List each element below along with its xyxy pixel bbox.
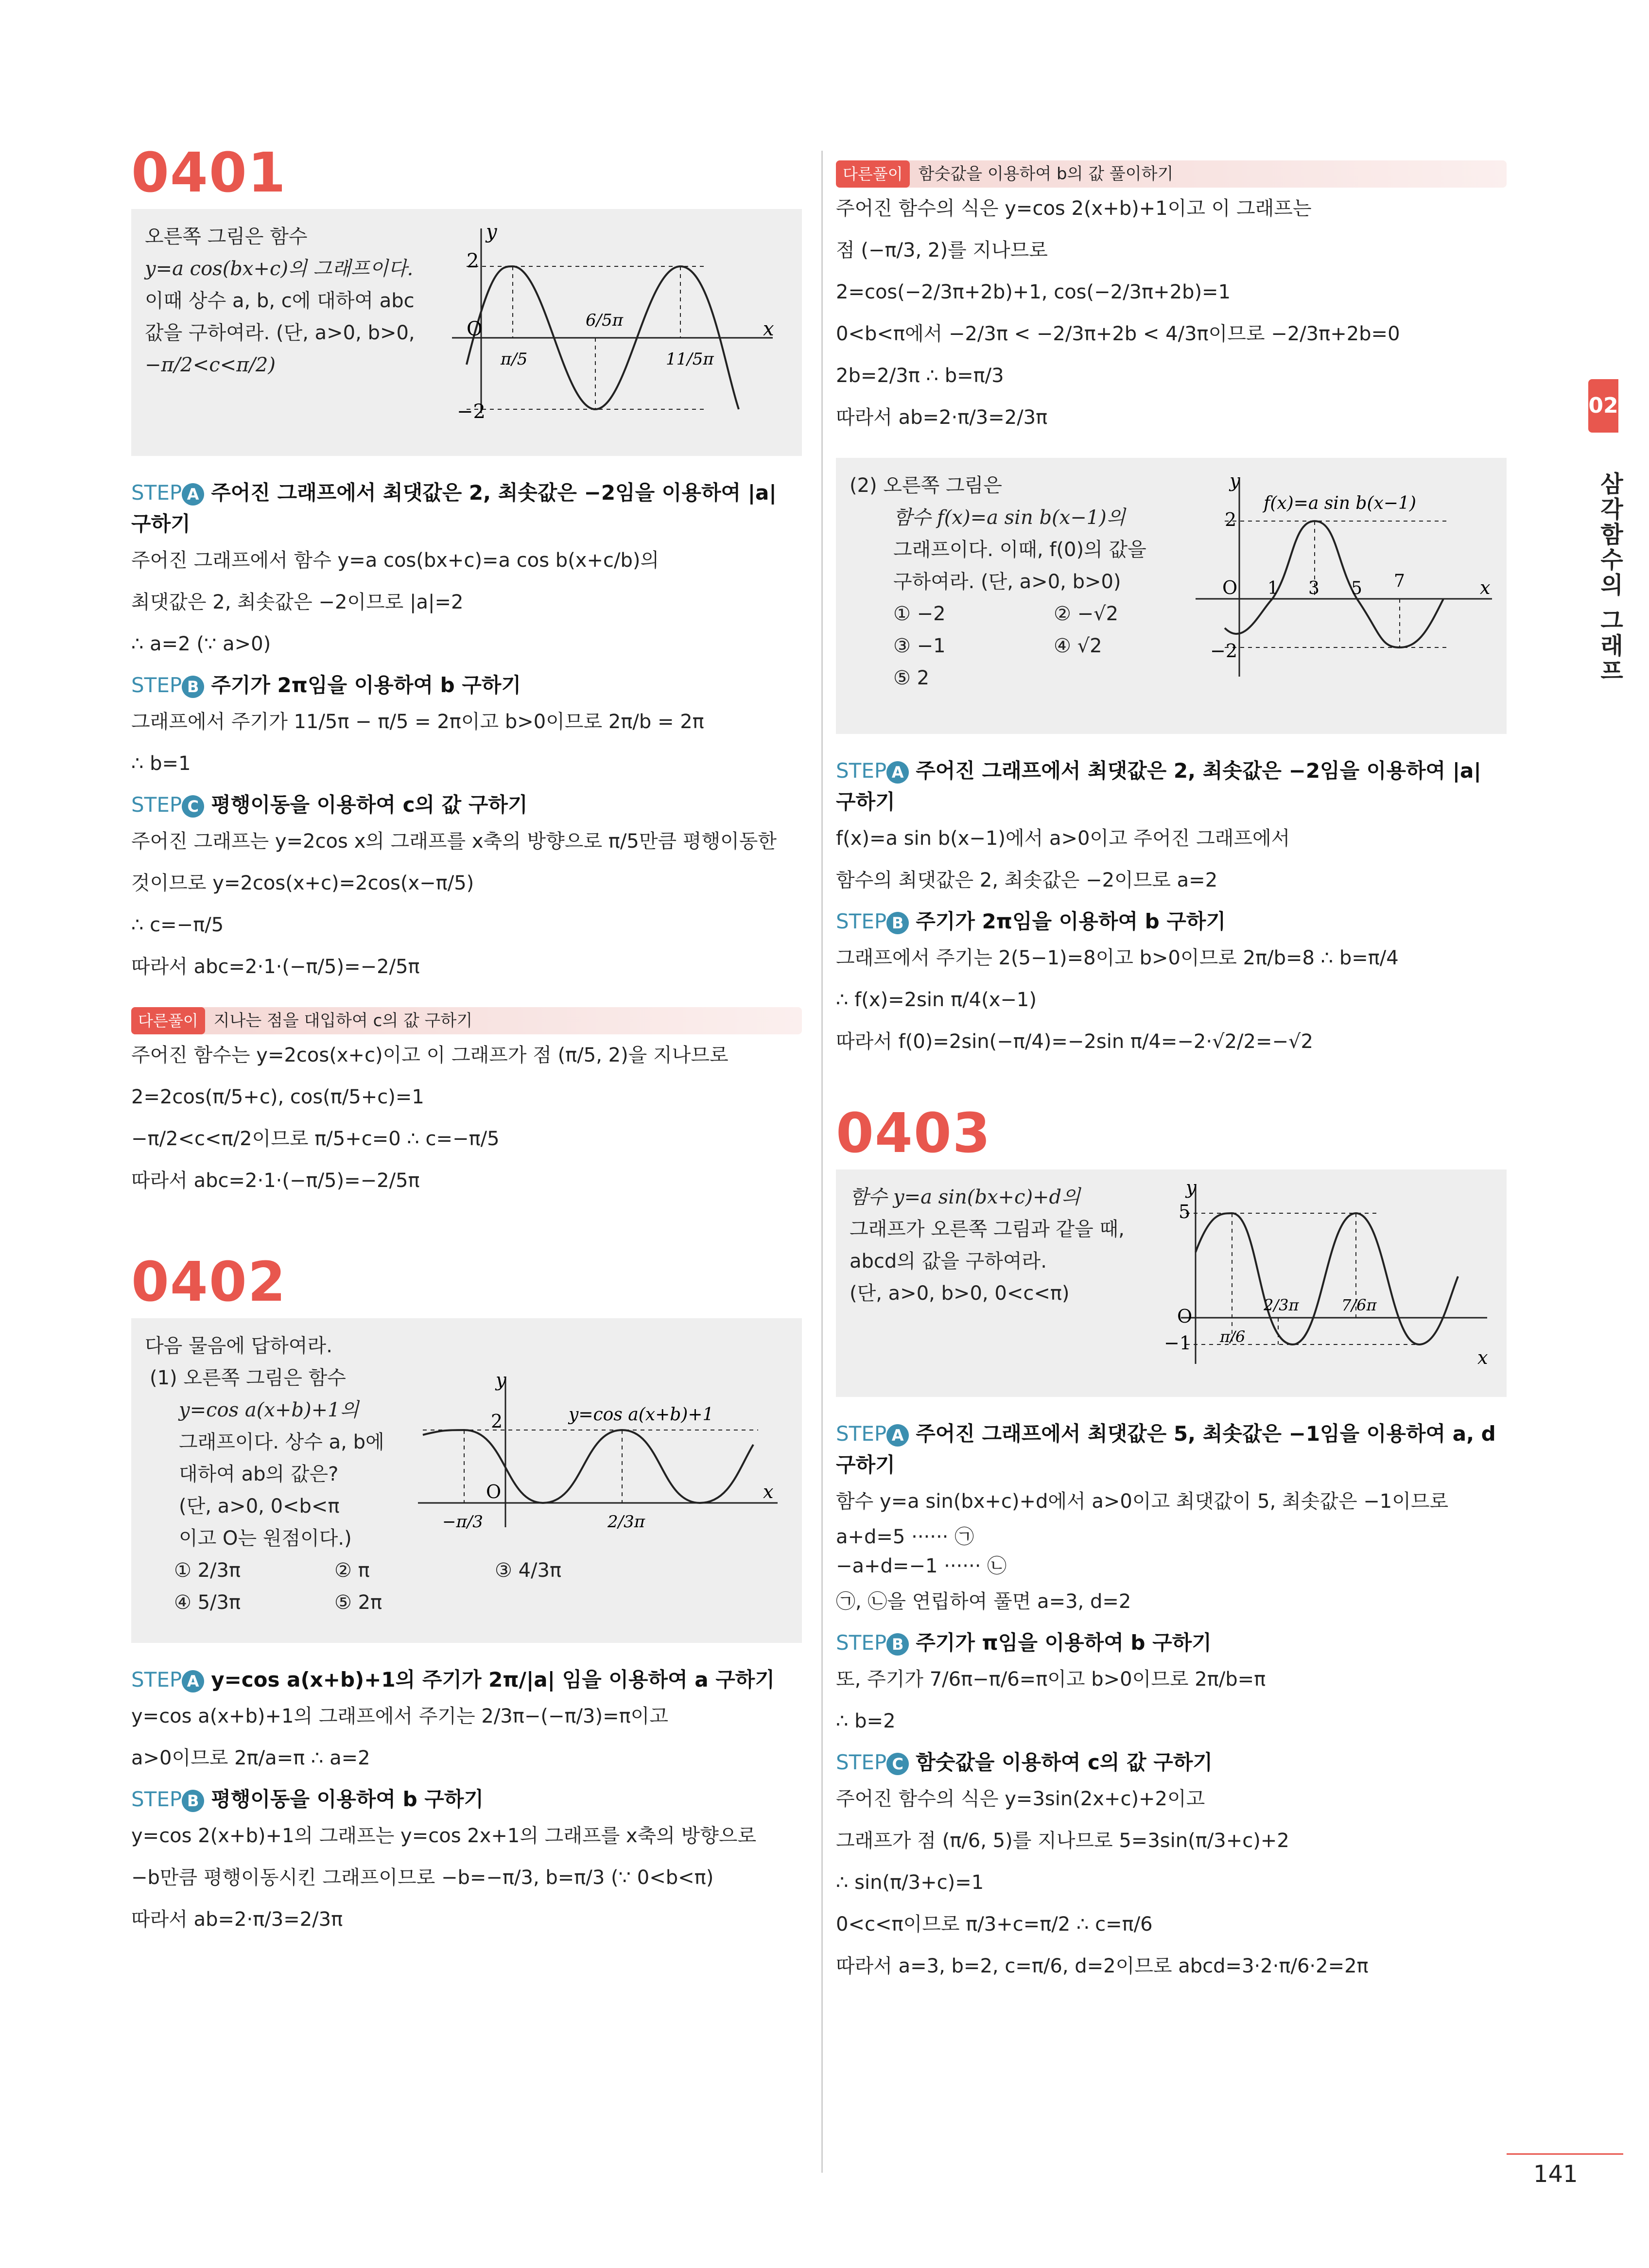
step-letter: A	[886, 761, 909, 784]
question-line: 그래프가 오른쪽 그림과 같을 때,	[850, 1218, 1125, 1240]
solution-line: 주어진 함수의 식은 y=3sin(2x+c)+2이고	[836, 1788, 1205, 1810]
column-divider	[821, 151, 823, 2173]
tick-label: 6/5π	[586, 311, 624, 330]
alt-title: 지나는 점을 대입하여 c의 값 구하기	[213, 1011, 473, 1030]
y-max-label: 2	[467, 250, 479, 272]
y-min-label: −2	[1210, 640, 1238, 662]
step-heading	[836, 1418, 1507, 1481]
tick-label: π/5	[501, 349, 528, 369]
question-line: −π/2<c<π/2)	[145, 354, 276, 376]
problem-box-0403	[836, 1169, 1507, 1397]
x-axis-label: x	[763, 1481, 774, 1502]
graph-0402-2	[1196, 468, 1497, 681]
step-letter: A	[182, 483, 204, 506]
origin-label: O	[467, 318, 483, 340]
choice[interactable]: ① 2/3π	[174, 1559, 241, 1582]
choices	[145, 1554, 611, 1619]
tick-label: 2/3π	[608, 1512, 645, 1532]
question-line: 오른쪽 그림은 함수	[145, 226, 308, 248]
solution-line: 따라서 a=3, b=2, c=π/6, d=2이므로 abcd=3·2·π/6·2=2π	[836, 1955, 1369, 1977]
question-line: (단, a>0, b>0, 0<c<π)	[850, 1282, 1070, 1305]
solution-line: a+d=5 ······ ㉠	[836, 1526, 974, 1548]
step-heading	[836, 1627, 1507, 1658]
question-line: abcd의 값을 구하여라.	[850, 1250, 1047, 1273]
solution-line: 주어진 그래프에서 함수 y=a cos(bx+c)=a cos b(x+c/b)의	[131, 549, 660, 572]
choices	[850, 598, 1136, 694]
y-axis-label: y	[486, 221, 497, 243]
solution-line: f(x)=a sin b(x−1)에서 a>0이고 주어진 그래프에서	[836, 827, 1290, 850]
step-tag: STEP	[131, 793, 182, 817]
question-line: 함수 f(x)=a sin b(x−1)의	[893, 506, 1126, 529]
solution-line: y=cos 2(x+b)+1의 그래프는 y=cos 2x+1의 그래프를 x축의 방향으로	[131, 1825, 757, 1847]
graph-0402	[418, 1372, 787, 1537]
step-tag: STEP	[836, 1750, 887, 1774]
step-tag: STEP	[131, 1787, 182, 1811]
solution-line: −π/2<c<π/2이므로 π/5+c=0 ∴ c=−π/5	[131, 1128, 500, 1150]
tick-label: 11/5π	[666, 349, 714, 369]
step-heading	[836, 906, 1507, 937]
choice[interactable]: ② −√2	[1054, 603, 1119, 625]
graph-0401	[452, 219, 782, 433]
solution-line: 2=2cos(π/5+c), cos(π/5+c)=1	[131, 1086, 424, 1108]
solution-line: ∴ f(x)=2sin π/4(x−1)	[836, 989, 1037, 1011]
solution-line: 것이므로 y=2cos(x+c)=2cos(x−π/5)	[131, 872, 474, 894]
solution-line: ∴ sin(π/3+c)=1	[836, 1871, 984, 1894]
chapter-tab[interactable]: 02	[1588, 379, 1618, 433]
step-tag: STEP	[131, 481, 182, 505]
choice[interactable]: ③ 4/3π	[495, 1559, 562, 1582]
step-letter: B	[886, 912, 909, 934]
step-tag: STEP	[131, 673, 182, 697]
solution-line: −b만큼 평행이동시킨 그래프이므로 −b=−π/3, b=π/3 (∵ 0<b<π)	[131, 1867, 714, 1889]
question-line: 대하여 ab의 값은?	[179, 1463, 339, 1485]
y-min-label: −1	[1164, 1332, 1192, 1354]
step-heading	[836, 1747, 1507, 1778]
step-heading	[836, 755, 1507, 818]
step-title: 함숫값을 이용하여 c의 값 구하기	[916, 1750, 1213, 1774]
solution-line: ∴ a=2 (∵ a>0)	[131, 633, 271, 655]
alt-tag: 다른풀이	[836, 160, 910, 188]
step-letter: C	[182, 795, 204, 818]
y-max-label: 2	[491, 1411, 503, 1432]
step-letter: B	[182, 676, 204, 698]
question-line: 함수 y=a sin(bx+c)+d의	[850, 1186, 1080, 1208]
step-letter: B	[886, 1633, 909, 1656]
question-line: y=cos a(x+b)+1의	[179, 1399, 359, 1421]
step-b-0401	[131, 670, 802, 785]
solution-line: 최댓값은 2, 최솟값은 −2이므로 |a|=2	[131, 591, 464, 613]
y-axis-label: y	[496, 1372, 506, 1391]
solution-line: 따라서 ab=2·π/3=2/3π	[131, 1908, 343, 1931]
step-title: 주기가 π임을 이용하여 b 구하기	[916, 1631, 1212, 1655]
solution-line: 그래프에서 주기는 2(5−1)=8이고 b>0이므로 2π/b=8 ∴ b=π/4	[836, 947, 1399, 969]
step-letter: A	[182, 1670, 204, 1692]
x-axis-label: x	[763, 318, 774, 340]
tick-label: −π/3	[442, 1512, 483, 1532]
step-title: 주어진 그래프에서 최댓값은 5, 최솟값은 −1임을 이용하여 a, d 구하기	[836, 1422, 1496, 1477]
step-letter: C	[886, 1753, 909, 1775]
question-line: (단, a>0, 0<b<π	[179, 1495, 340, 1518]
left-column	[131, 141, 802, 1940]
step-tag: STEP	[836, 759, 887, 783]
step-heading	[131, 477, 802, 540]
choice[interactable]: ⑤ 2	[893, 667, 930, 689]
solution-line: 따라서 abc=2·1·(−π/5)=−2/5π	[131, 1169, 420, 1192]
choice[interactable]: ③ −1	[893, 635, 946, 657]
tick-label: 7/6π	[1341, 1296, 1377, 1314]
solution-line: 따라서 ab=2·π/3=2/3π	[836, 406, 1048, 429]
step-title: 주어진 그래프에서 최댓값은 2, 최솟값은 −2임을 이용하여 |a| 구하기	[836, 759, 1481, 814]
tick-label: 7	[1394, 571, 1405, 591]
question-line: 그래프이다. 이때, f(0)의 값을	[893, 539, 1146, 561]
graph-0403	[1147, 1179, 1497, 1374]
alt-solution-header	[131, 1007, 802, 1034]
alt-solution-header	[836, 160, 1507, 188]
step-a-0401	[131, 477, 802, 665]
x-axis-label: x	[1477, 1347, 1488, 1368]
choice[interactable]: ② π	[334, 1559, 370, 1582]
choice[interactable]: ① −2	[893, 603, 946, 625]
problem-box-0401	[131, 209, 802, 456]
y-max-label: 2	[1225, 509, 1237, 530]
tick-label: 5	[1351, 578, 1362, 598]
step-a-0402-2	[836, 755, 1507, 901]
problem-box-0402-2	[836, 458, 1507, 734]
step-tag: STEP	[836, 909, 887, 933]
step-title: 주어진 그래프에서 최댓값은 2, 최솟값은 −2임을 이용하여 |a| 구하기	[131, 481, 777, 536]
question-line: 구하여라. (단, a>0, b>0)	[893, 571, 1121, 593]
solution-line: 또, 주기가 7/6π−π/6=π이고 b>0이므로 2π/b=π	[836, 1668, 1266, 1691]
right-column	[836, 160, 1507, 1987]
step-a-0402	[131, 1664, 802, 1779]
solution-line: 주어진 함수의 식은 y=cos 2(x+b)+1이고 이 그래프는	[836, 197, 1312, 220]
solution-line: 그래프가 점 (π/6, 5)를 지나므로 5=3sin(π/3+c)+2	[836, 1830, 1289, 1852]
solution-line: 0<b<π에서 −2/3π < −2/3π+2b < 4/3π이므로 −2/3π+2b=0	[836, 323, 1400, 345]
alt-tag: 다른풀이	[131, 1007, 205, 1034]
tick-label: 2/3π	[1264, 1296, 1299, 1314]
problem-box-0402	[131, 1318, 802, 1643]
question-line: (1) 오른쪽 그림은 함수	[150, 1367, 346, 1389]
problem-number-0403: 0403	[836, 1102, 991, 1165]
step-heading	[131, 670, 802, 701]
solution-line: y=cos a(x+b)+1의 그래프에서 주기는 2/3π−(−π/3)=π이고	[131, 1705, 668, 1727]
solution-line: ㉠, ㉡을 연립하여 풀면 a=3, d=2	[836, 1590, 1131, 1613]
question-line: 그래프이다. 상수 a, b에	[179, 1431, 384, 1453]
solution-line: ∴ b=2	[836, 1710, 896, 1732]
question-line: 이고 O는 원점이다.)	[179, 1527, 352, 1550]
origin-label: O	[1222, 577, 1238, 598]
page-number-rule	[1507, 2153, 1623, 2155]
solution-line: −a+d=−1 ······ ㉡	[836, 1555, 1007, 1577]
origin-label: O	[486, 1481, 502, 1502]
chapter-title: 삼각함수의 그래프	[1596, 471, 1623, 684]
step-letter: B	[182, 1790, 204, 1812]
step-letter: A	[886, 1424, 909, 1447]
x-axis-label: x	[1480, 577, 1491, 598]
step-heading	[131, 789, 802, 820]
solution-line: 0<c<π이므로 π/3+c=π/2 ∴ c=π/6	[836, 1913, 1153, 1936]
y-axis-label: y	[1230, 470, 1240, 491]
solution-line: 함수의 최댓값은 2, 최솟값은 −2이므로 a=2	[836, 869, 1218, 891]
step-b-0402	[131, 1784, 802, 1940]
step-tag: STEP	[836, 1422, 887, 1446]
step-heading	[131, 1664, 802, 1695]
solution-line: ∴ c=−π/5	[131, 914, 224, 936]
step-tag: STEP	[131, 1668, 182, 1692]
question-line: 이때 상수 a, b, c에 대하여 abc	[145, 290, 415, 312]
origin-label: O	[1177, 1306, 1193, 1327]
question-line: y=a cos(bx+c)의 그래프이다.	[145, 258, 414, 280]
y-min-label: −2	[457, 401, 486, 423]
choice[interactable]: ④ 5/3π	[174, 1591, 241, 1614]
solution-line: 주어진 함수는 y=2cos(x+c)이고 이 그래프가 점 (π/5, 2)을 지나므로	[131, 1044, 729, 1066]
alt-title: 함숫값을 이용하여 b의 값 풀이하기	[918, 164, 1174, 184]
problem-number-0402: 0402	[131, 1251, 287, 1314]
tick-label: 3	[1308, 578, 1319, 598]
solution-line: 점 (−π/3, 2)를 지나므로	[836, 239, 1048, 262]
step-title: 주기가 2π임을 이용하여 b 구하기	[916, 909, 1226, 933]
step-c-0401	[131, 789, 802, 988]
step-a-0403	[836, 1418, 1507, 1622]
step-heading	[131, 1784, 802, 1815]
step-b-0402-2	[836, 906, 1507, 1063]
solution-line: 2=cos(−2/3π+2b)+1, cos(−2/3π+2b)=1	[836, 281, 1231, 303]
solution-line: 함수 y=a sin(bx+c)+d에서 a>0이고 최댓값이 5, 최솟값은 −1이므로	[836, 1490, 1449, 1513]
solution-line: 주어진 그래프는 y=2cos x의 그래프를 x축의 방향으로 π/5만큼 평행이동한	[131, 830, 777, 853]
step-c-0403	[836, 1747, 1507, 1987]
step-tag: STEP	[836, 1631, 887, 1655]
curve-label: y=cos a(x+b)+1	[569, 1405, 714, 1425]
tick-label: 1	[1267, 578, 1279, 598]
problem-number-0401: 0401	[131, 141, 287, 205]
solution-line: 그래프에서 주기가 11/5π − π/5 = 2π이고 b>0이므로 2π/b = 2π	[131, 711, 704, 733]
solution-line: 따라서 abc=2·1·(−π/5)=−2/5π	[131, 956, 420, 978]
step-title: 주기가 2π임을 이용하여 b 구하기	[211, 673, 521, 697]
step-title: y=cos a(x+b)+1의 주기가 2π/|a| 임을 이용하여 a 구하기	[211, 1668, 775, 1692]
step-title: 평행이동을 이용하여 b 구하기	[211, 1787, 484, 1811]
question-line: 값을 구하여라. (단, a>0, b>0,	[145, 322, 415, 344]
y-max-label: 5	[1179, 1201, 1191, 1222]
step-b-0403	[836, 1627, 1507, 1742]
solution-line: 2b=2/3π ∴ b=π/3	[836, 365, 1004, 387]
choice[interactable]: ④ √2	[1054, 635, 1102, 657]
page-number: 141	[1533, 2161, 1578, 2188]
y-axis-label: y	[1186, 1179, 1197, 1198]
choice[interactable]: ⑤ 2π	[334, 1591, 382, 1614]
solution-line: 따라서 f(0)=2sin(−π/4)=−2sin π/4=−2·√2/2=−√2	[836, 1030, 1313, 1053]
curve-label: f(x)=a sin b(x−1)	[1264, 493, 1416, 513]
step-title: 평행이동을 이용하여 c의 값 구하기	[211, 793, 528, 817]
tick-label: π/6	[1220, 1327, 1246, 1346]
solution-line: ∴ b=1	[131, 752, 191, 775]
solution-line: a>0이므로 2π/a=π ∴ a=2	[131, 1747, 370, 1769]
question-intro: 다음 물음에 답하여라.	[145, 1335, 332, 1357]
question-line: (2) 오른쪽 그림은	[850, 474, 1002, 497]
